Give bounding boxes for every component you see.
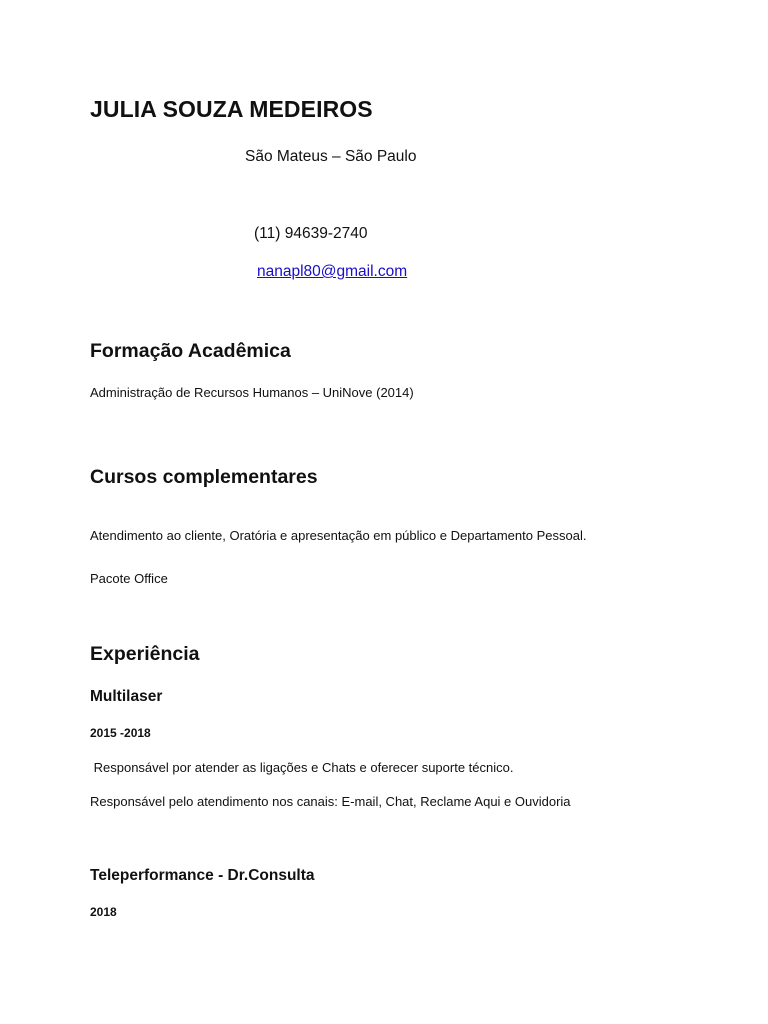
candidate-name: JULIA SOUZA MEDEIROS (90, 96, 373, 122)
education-item: Administração de Recursos Humanos – UniNove (2014) (90, 385, 414, 400)
job-company: Teleperformance - Dr.Consulta (90, 867, 315, 884)
experience-heading: Experiência (90, 643, 200, 665)
job-duty: Responsável por atender as ligações e Chats e oferecer suporte técnico. (90, 760, 514, 775)
education-heading: Formação Acadêmica (90, 340, 291, 362)
job-company: Multilaser (90, 688, 163, 705)
phone-number: (11) 94639-2740 (254, 225, 368, 242)
job-duty: Responsável pelo atendimento nos canais: E-mail, Chat, Reclame Aqui e Ouvidoria (90, 794, 571, 809)
email-link[interactable]: nanapl80@gmail.com (257, 263, 408, 280)
course-item: Pacote Office (90, 571, 168, 586)
job-period: 2015 -2018 (90, 726, 151, 740)
location-text: São Mateus – São Paulo (245, 148, 417, 165)
courses-heading: Cursos complementares (90, 466, 318, 488)
job-period: 2018 (90, 905, 117, 919)
course-item: Atendimento ao cliente, Oratória e apresentação em público e Departamento Pessoal. (90, 528, 587, 543)
